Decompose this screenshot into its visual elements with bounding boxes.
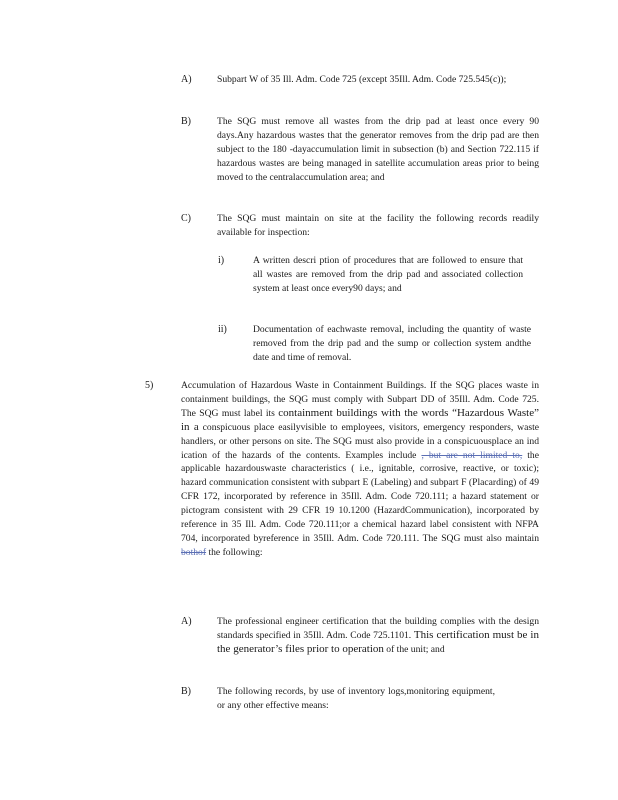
item-c1i-label: i) (218, 255, 225, 266)
item-5-text (181, 379, 539, 560)
item-5-part1: Accumulation of Hazardous Waste in Containment Buildings. If the SQG places waste in containment buildings, the SQG must comply with Subpart DD of 35Ill. Adm. Code 725. The SQG must label its (181, 380, 539, 419)
item-c1-label: C) (181, 213, 191, 224)
item-a1-text: Subpart W of 35 Ill. Adm. Code 725 (except 35Ill. Adm. Code 725.545(c)); (217, 74, 507, 85)
item-b2-text: The following records, by use of inventory logs,monitoring equipment, or any other effective means: (217, 686, 495, 711)
item-a2-part3: of the unit; and (386, 643, 445, 655)
item-a1-label: A) (181, 74, 192, 85)
item-b2-label: B) (181, 686, 191, 697)
item-b1-text: The SQG must remove all wastes from the drip pad at least once every 90 days.Any hazardous wastes that the generator removes from the drip pad are then subject to the 180 -dayaccumulation limit in subsection (b) and Section 722.115 if hazardous wastes are being managed in satellite accumulation areas prior to being moved to the centralaccumulation area; and (217, 116, 539, 183)
item-c1ii-text: Documentation of eachwaste removal, including the quantity of waste removed from the drip pad and the sump or collection system andthe date and time of removal. (253, 324, 531, 363)
item-a2-text (217, 615, 539, 657)
item-5-strike2: bothof (181, 546, 207, 558)
item-5-strike1: , but are not limited to, (421, 449, 523, 461)
item-c1i-text: A written descri ption of procedures that are followed to ensure that all wastes are removed from the drip pad and associated collection system at least once every90 days; and (253, 255, 523, 294)
item-c1-text: The SQG must maintain on site at the facility the following records readily available for inspection: (217, 213, 539, 238)
item-a2-part2: This certification must be in the generator’s files prior to operation (217, 628, 539, 655)
item-5-part3: conspicuous place easilyvisible to employees, visitors, emergency responders, waste handlers, or other persons on site. The SQG must also provide in a conspicuousplace an ind ication of the hazards of the contents. Examples include (181, 421, 539, 461)
item-a2-part1: The professional engineer certification that the building complies with the design standards specified in 35Ill. Adm. Code 725.1101. (217, 616, 539, 641)
item-5-part4: the applicable hazardouswaste characteristics ( i.e., ignitable, corrosive, reactive, or toxic); hazard communication consistent with subpart E (Labeling) and subpart F (Placarding) of 49 CFR 172, incorporated by reference in 35Ill. Adm. Code 720.111; a hazard statement or pictogram consistent with 29 CFR 19 10.1200 (HazardCommunication), incorporated by reference in 35 Ill. Adm. Code 720.111;or a chemical hazard label consistent with NFPA 704, incorporated byreference in 35Ill. Adm. Code 720.111. The SQG must also maintain (181, 449, 539, 544)
item-5-part2: containment buildings with the words “Hazardous Waste” in a (181, 406, 539, 433)
item-b1-label: B) (181, 116, 191, 127)
item-5-part5: the following: (208, 546, 263, 558)
item-5-label: 5) (145, 380, 154, 391)
item-c1ii-label: ii) (218, 324, 227, 335)
item-a2-label: A) (181, 616, 192, 627)
